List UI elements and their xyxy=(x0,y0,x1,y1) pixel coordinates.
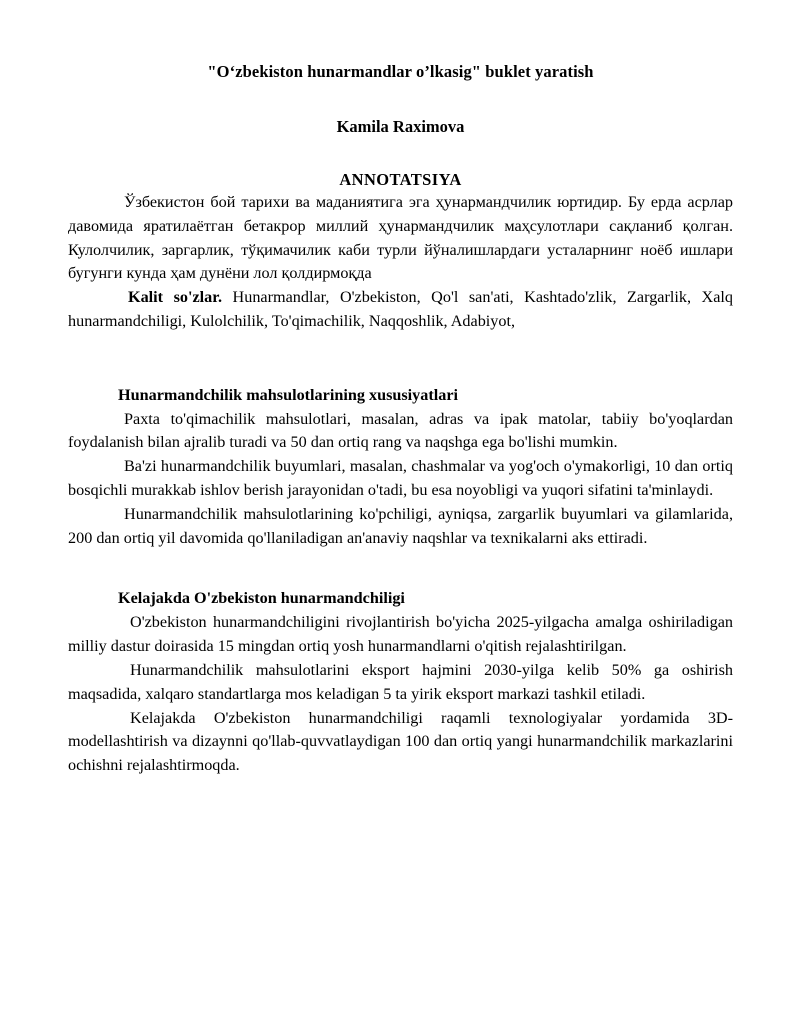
section-future-paragraph-1: O'zbekiston hunarmandchiligini rivojlantirish bo'yicha 2025-yilgacha amalga oshiriladigan milliy dastur doirasida 15 mingdan ortiq yosh hunarmandlarni o'qitish rejalashtirilgan. xyxy=(68,613,733,656)
page-title: "Oʻzbekiston hunarmandlar o’lkasig" buklet yaratish xyxy=(207,62,594,81)
keywords-paragraph xyxy=(68,286,733,334)
annotation-body-paragraph: Ўзбекистон бой тарихи ва маданиятига эга ҳунармандчилик юртидир. Бу ерда асрлар давомида яратилаётган бетакрор миллий ҳунармандчилик маҳсулотлари сақланиб қолган. Кулолчилик, заргарлик, тўқимачилик каби турли йўналишлардаги усталарнинг ноёб ишлари бугунги кунда ҳам дунёни лол қолдирмоқда xyxy=(68,192,733,283)
keywords-label: Kalit so'zlar. xyxy=(128,288,223,307)
section-future-paragraph-3: Kelajakda O'zbekiston hunarmandchiligi raqamli texnologiyalar yordamida 3D-modellashtirish va dizaynni qo'llab-quvvatlaydigan 100 dan ortiq yangi hunarmandchilik markazlarini ochishni rejalashtirmoqda. xyxy=(68,708,733,775)
section-future-paragraph-2: Hunarmandchilik mahsulotlarini eksport hajmini 2030-yilga kelib 50% ga oshirish maqsadida, xalqaro standartlarga mos keladigan 5 ta yirik eksport markazi tashkil etiladi. xyxy=(68,660,733,703)
author-name: Kamila Raximova xyxy=(336,116,465,136)
section-features-paragraph-1: Paxta to'qimachilik mahsulotlari, masalan, adras va ipak matolar, tabiiy bo'yoqlardan foydalanish bilan ajralib turadi va 50 dan ortiq rang va naqshga ega bo'lishi mumkin. xyxy=(68,409,733,452)
section-features-paragraph-3: Hunarmandchilik mahsulotlarining ko'pchiligi, ayniqsa, zargarlik buyumlari va gilamlarida, 200 dan ortiq yil davomida qo'llaniladigan an'anaviy naqshlar va texnikalarni aks ettiradi. xyxy=(68,504,733,547)
section-heading-future: Kelajakda O'zbekiston hunarmandchiligi xyxy=(118,589,405,608)
section-features-paragraph-2: Ba'zi hunarmandchilik buyumlari, masalan, chashmalar va yog'och o'ymakorligi, 10 dan ortiq bosqichli murakkab ishlov berish jarayonidan o'tadi, bu esa noyobligi va yuqori sifatini ta'minlaydi. xyxy=(68,457,733,499)
keywords-list: Hunarmandlar, O'zbekiston, Qo'l san'ati, Kashtado'zlik, Zargarlik, Xalq hunarmandchiligi, Kulolchilik, To'qimachilik, Naqqoshlik, Adabiyot, xyxy=(68,288,733,330)
section-heading-features: Hunarmandchilik mahsulotlarining xususiyatlari xyxy=(118,385,459,404)
annotation-heading: ANNOTATSIYA xyxy=(339,170,462,190)
